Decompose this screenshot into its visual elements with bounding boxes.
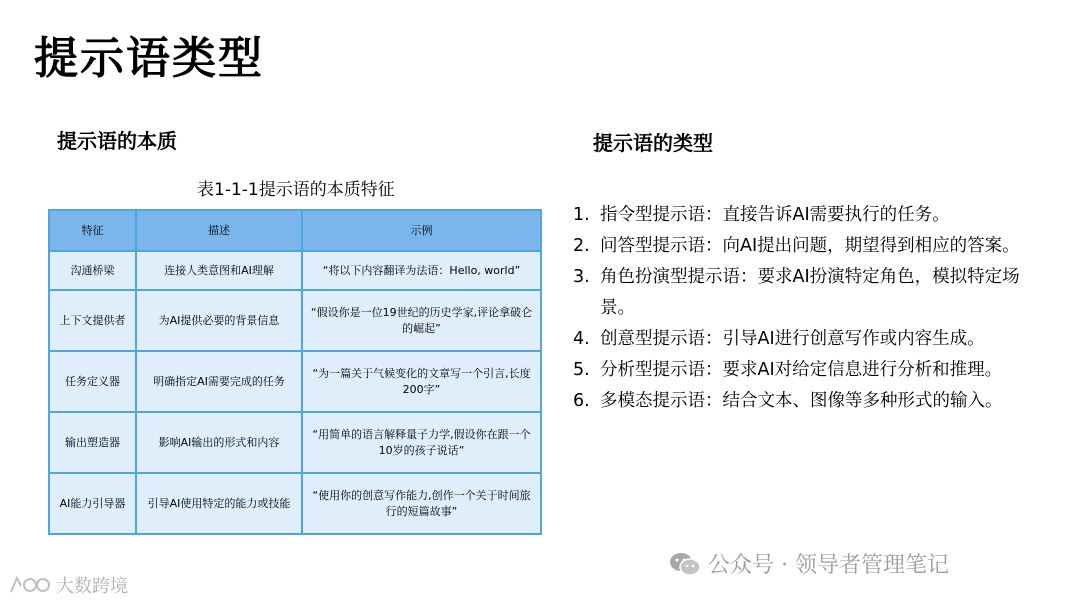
brand-text: 大数跨境	[56, 576, 128, 597]
item-number: 4.	[573, 329, 590, 349]
wechat-icon	[668, 551, 702, 577]
watermark-text: 公众号 · 领导者管理笔记	[708, 553, 949, 578]
essence-heading: 提示语的本质	[57, 129, 177, 153]
list-item	[573, 386, 1053, 417]
cell-feature: AI能力引导器	[49, 473, 136, 534]
list-item	[573, 231, 1053, 262]
table-row	[49, 251, 541, 290]
item-text: 指令型提示语：直接告诉AI需要执行的任务。	[600, 205, 950, 225]
table-row	[49, 290, 541, 351]
item-number: 2.	[573, 236, 590, 256]
cell-description: 为AI提供必要的背景信息	[136, 290, 302, 351]
item-number: 3.	[573, 267, 590, 287]
table-caption: 表1-1-1提示语的本质特征	[197, 180, 395, 200]
cell-example: “用简单的语言解释量子力学,假设你在跟一个10岁的孩子说话”	[302, 412, 541, 473]
cell-example: “将以下内容翻译为法语：Hello, world”	[302, 251, 541, 290]
essence-table	[48, 209, 542, 535]
header-feature: 特征	[49, 210, 136, 251]
list-item	[573, 324, 1053, 355]
list-item	[573, 262, 1053, 324]
cell-description: 引导AI使用特定的能力或技能	[136, 473, 302, 534]
cell-description: 影响AI输出的形式和内容	[136, 412, 302, 473]
cell-example: “使用你的创意写作能力,创作一个关于时间旅行的短篇故事”	[302, 473, 541, 534]
list-item	[573, 200, 1053, 231]
brand-logo-icon	[8, 574, 52, 596]
table-row	[49, 473, 541, 534]
cell-description: 连接人类意图和AI理解	[136, 251, 302, 290]
cell-example: “假设你是一位19世纪的历史学家,评论拿破仑的崛起”	[302, 290, 541, 351]
item-text: 角色扮演型提示语：要求AI扮演特定角色，模拟特定场景。	[600, 267, 1020, 318]
item-text: 多模态提示语：结合文本、图像等多种形式的输入。	[600, 391, 1003, 411]
item-number: 6.	[573, 391, 590, 411]
page-title: 提示语类型	[34, 33, 264, 84]
table-header-row	[49, 210, 541, 251]
cell-feature: 输出塑造器	[49, 412, 136, 473]
types-heading: 提示语的类型	[593, 131, 713, 155]
types-list	[573, 200, 1053, 417]
header-description: 描述	[136, 210, 302, 251]
cell-feature: 任务定义器	[49, 351, 136, 412]
item-text: 创意型提示语：引导AI进行创意写作或内容生成。	[600, 329, 985, 349]
item-text: 分析型提示语：要求AI对给定信息进行分析和推理。	[600, 360, 1003, 380]
brand-watermark	[8, 572, 128, 598]
item-number: 5.	[573, 360, 590, 380]
cell-feature: 上下文提供者	[49, 290, 136, 351]
wechat-watermark	[668, 548, 949, 579]
table-row	[49, 412, 541, 473]
list-item	[573, 355, 1053, 386]
item-number: 1.	[573, 205, 590, 225]
header-example: 示例	[302, 210, 541, 251]
cell-feature: 沟通桥梁	[49, 251, 136, 290]
cell-description: 明确指定AI需要完成的任务	[136, 351, 302, 412]
cell-example: “为一篇关于气候变化的文章写一个引言,长度200字”	[302, 351, 541, 412]
item-text: 问答型提示语：向AI提出问题，期望得到相应的答案。	[600, 236, 1020, 256]
table-row	[49, 351, 541, 412]
